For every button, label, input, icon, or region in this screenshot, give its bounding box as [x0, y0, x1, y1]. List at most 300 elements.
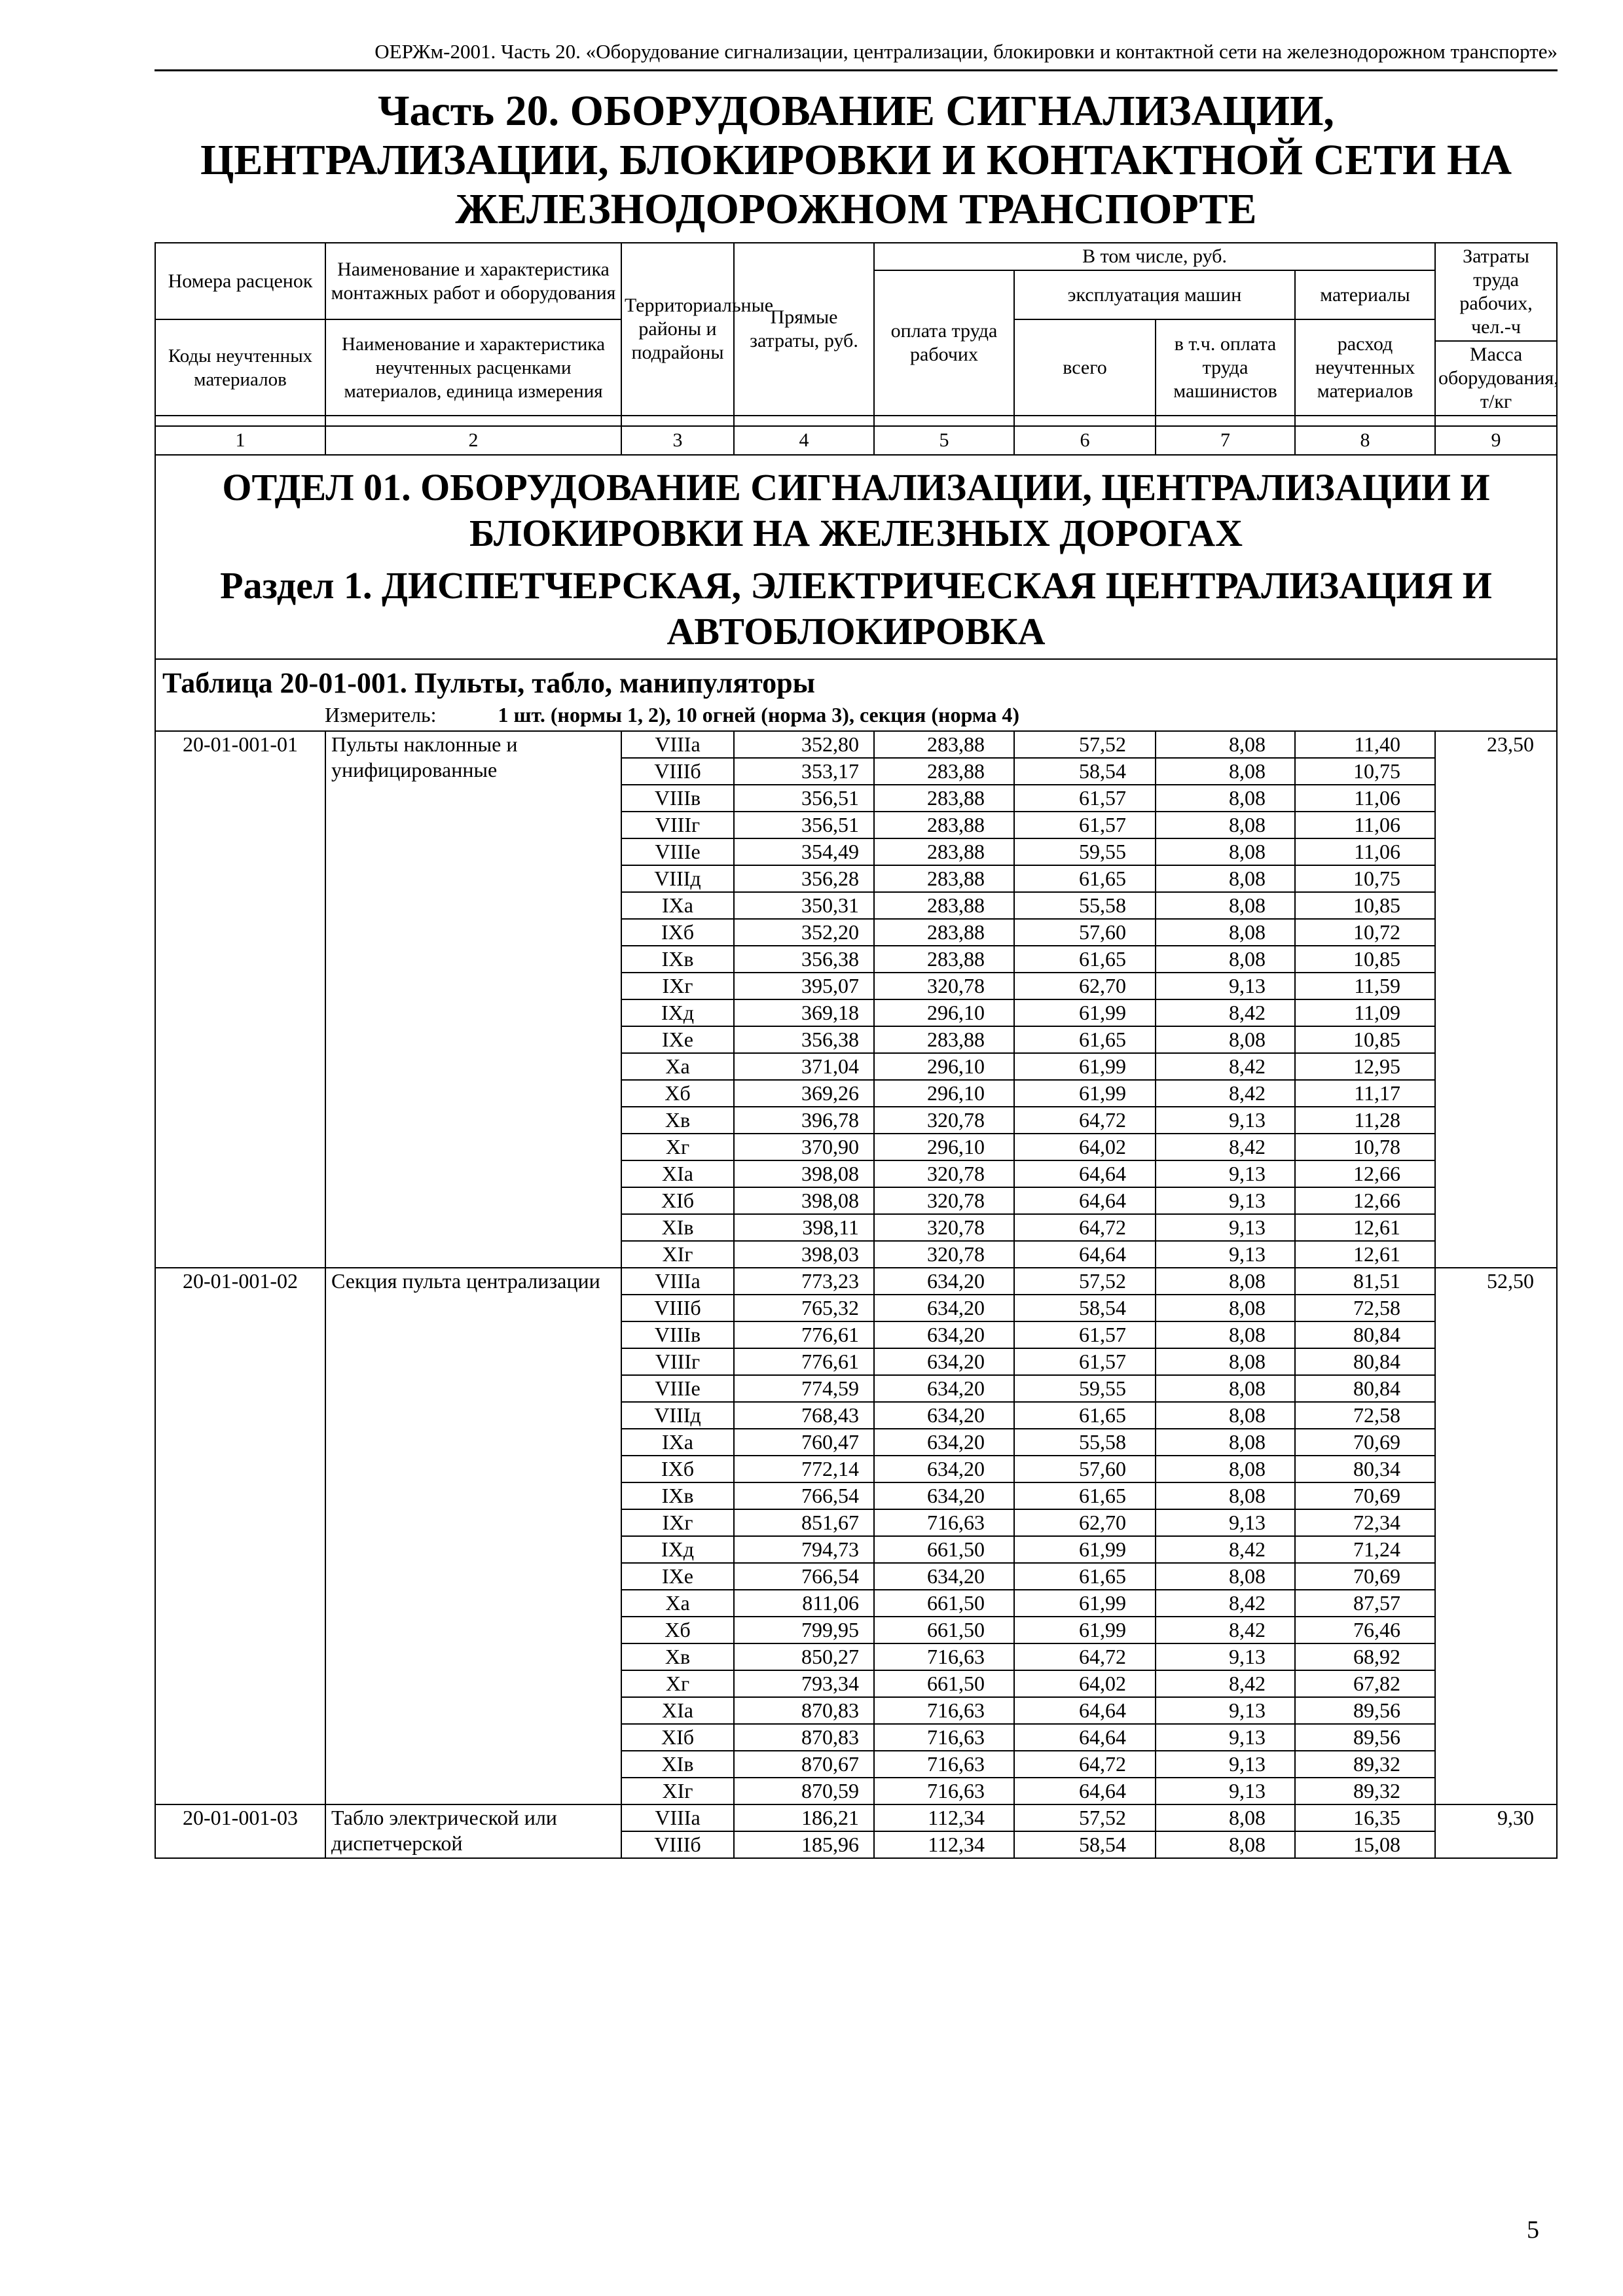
direct-costs-cell: 851,67 — [734, 1509, 874, 1536]
meter-row — [155, 702, 1557, 731]
machinist-pay-cell: 9,13 — [1156, 1697, 1295, 1724]
machines-total-cell: 64,64 — [1014, 1724, 1156, 1751]
direct-costs-cell: 369,26 — [734, 1080, 874, 1107]
direct-costs-cell: 765,32 — [734, 1295, 874, 1321]
machines-total-cell: 62,70 — [1014, 973, 1156, 999]
territory-cell: XIб — [621, 1724, 734, 1751]
machines-total-cell: 59,55 — [1014, 838, 1156, 865]
machinist-pay-cell: 8,08 — [1156, 838, 1295, 865]
machinist-pay-cell: 8,42 — [1156, 1536, 1295, 1563]
machinist-pay-cell: 8,08 — [1156, 1375, 1295, 1402]
machines-total-cell: 64,72 — [1014, 1751, 1156, 1778]
worker-pay-cell: 283,88 — [874, 731, 1014, 758]
machines-total-cell: 64,64 — [1014, 1160, 1156, 1187]
materials-cell: 11,09 — [1295, 999, 1435, 1026]
direct-costs-cell: 811,06 — [734, 1590, 874, 1617]
territory-cell: IXб — [621, 1456, 734, 1482]
header-machines: эксплуатация машин — [1014, 270, 1295, 319]
materials-cell: 80,84 — [1295, 1375, 1435, 1402]
direct-costs-cell: 352,20 — [734, 919, 874, 946]
work-name: Табло электрической или диспетчерской — [325, 1804, 621, 1858]
materials-cell: 81,51 — [1295, 1268, 1435, 1295]
worker-pay-cell: 283,88 — [874, 812, 1014, 838]
territory-cell: IXв — [621, 1482, 734, 1509]
column-number: 8 — [1295, 426, 1435, 455]
machinist-pay-cell: 9,13 — [1156, 1751, 1295, 1778]
territory-cell: VIIIд — [621, 1402, 734, 1429]
territory-cell: IXе — [621, 1563, 734, 1590]
machinist-pay-cell: 9,13 — [1156, 1509, 1295, 1536]
direct-costs-cell: 356,38 — [734, 1026, 874, 1053]
header-materials: материалы — [1295, 270, 1435, 319]
materials-cell: 11,40 — [1295, 731, 1435, 758]
machinist-pay-cell: 8,42 — [1156, 999, 1295, 1026]
materials-cell: 16,35 — [1295, 1804, 1435, 1831]
worker-pay-cell: 283,88 — [874, 785, 1014, 812]
worker-pay-cell: 634,20 — [874, 1348, 1014, 1375]
direct-costs-cell: 766,54 — [734, 1563, 874, 1590]
territory-cell: IXг — [621, 973, 734, 999]
column-number: 5 — [874, 426, 1014, 455]
machines-total-cell: 58,54 — [1014, 758, 1156, 785]
worker-pay-cell: 634,20 — [874, 1456, 1014, 1482]
materials-cell: 89,56 — [1295, 1724, 1435, 1751]
header-unaccounted-materials: расход неучтенных материалов — [1295, 319, 1435, 416]
materials-cell: 15,08 — [1295, 1831, 1435, 1858]
direct-costs-cell: 772,14 — [734, 1456, 874, 1482]
materials-cell: 10,78 — [1295, 1134, 1435, 1160]
machines-total-cell: 57,60 — [1014, 1456, 1156, 1482]
machinist-pay-cell: 8,08 — [1156, 785, 1295, 812]
worker-pay-cell: 634,20 — [874, 1295, 1014, 1321]
machinist-pay-cell: 8,42 — [1156, 1617, 1295, 1643]
territory-cell: VIIIе — [621, 838, 734, 865]
territory-cell: Xа — [621, 1053, 734, 1080]
machines-total-cell: 57,52 — [1014, 731, 1156, 758]
header-including: В том числе, руб. — [874, 243, 1435, 270]
materials-cell: 10,85 — [1295, 1026, 1435, 1053]
materials-cell: 11,06 — [1295, 838, 1435, 865]
machinist-pay-cell: 8,08 — [1156, 1831, 1295, 1858]
materials-cell: 80,84 — [1295, 1321, 1435, 1348]
direct-costs-cell: 398,08 — [734, 1187, 874, 1214]
materials-cell: 89,32 — [1295, 1778, 1435, 1804]
machinist-pay-cell: 9,13 — [1156, 1643, 1295, 1670]
materials-cell: 70,69 — [1295, 1563, 1435, 1590]
materials-cell: 11,28 — [1295, 1107, 1435, 1134]
machines-total-cell: 61,65 — [1014, 1563, 1156, 1590]
machinist-pay-cell: 8,08 — [1156, 1348, 1295, 1375]
column-numbers-row — [155, 426, 1557, 455]
territory-cell: VIIIв — [621, 1321, 734, 1348]
territory-cell: VIIIа — [621, 1804, 734, 1831]
machinist-pay-cell: 8,08 — [1156, 919, 1295, 946]
table-row — [155, 731, 1557, 758]
materials-cell: 11,17 — [1295, 1080, 1435, 1107]
direct-costs-cell: 350,31 — [734, 892, 874, 919]
header-work-name: Наименование и характеристика монтажных работ и оборудования — [325, 243, 621, 319]
direct-costs-cell: 352,80 — [734, 731, 874, 758]
machines-total-cell: 64,72 — [1014, 1214, 1156, 1241]
direct-costs-cell: 774,59 — [734, 1375, 874, 1402]
machinist-pay-cell: 8,08 — [1156, 1295, 1295, 1321]
territory-cell: Xг — [621, 1134, 734, 1160]
direct-costs-cell: 793,34 — [734, 1670, 874, 1697]
territory-cell: VIIIд — [621, 865, 734, 892]
machines-total-cell: 55,58 — [1014, 892, 1156, 919]
machines-total-cell: 61,99 — [1014, 1617, 1156, 1643]
materials-cell: 70,69 — [1295, 1429, 1435, 1456]
header-equipment-mass: Масса оборудования, т/кг — [1435, 341, 1557, 416]
worker-pay-cell: 296,10 — [874, 1134, 1014, 1160]
territory-cell: Xг — [621, 1670, 734, 1697]
territory-cell: VIIIа — [621, 731, 734, 758]
department-title-line: ОТДЕЛ 01. ОБОРУДОВАНИЕ СИГНАЛИЗАЦИИ, ЦЕНТРАЛИЗАЦИИ И — [222, 466, 1490, 509]
work-name: Пульты наклонные и унифицированные — [325, 731, 621, 1268]
worker-pay-cell: 661,50 — [874, 1617, 1014, 1643]
worker-pay-cell: 716,63 — [874, 1751, 1014, 1778]
machines-total-cell: 61,65 — [1014, 1402, 1156, 1429]
territory-cell: VIIIв — [621, 785, 734, 812]
machines-total-cell: 64,64 — [1014, 1187, 1156, 1214]
machinist-pay-cell: 8,08 — [1156, 1402, 1295, 1429]
machinist-pay-cell: 8,42 — [1156, 1134, 1295, 1160]
materials-cell: 72,34 — [1295, 1509, 1435, 1536]
worker-pay-cell: 283,88 — [874, 919, 1014, 946]
territory-cell: Xв — [621, 1643, 734, 1670]
materials-cell: 72,58 — [1295, 1295, 1435, 1321]
labor-costs: 52,50 — [1435, 1268, 1557, 1804]
direct-costs-cell: 799,95 — [734, 1617, 874, 1643]
header-worker-pay: оплата труда рабочих — [874, 270, 1014, 416]
machines-total-cell: 61,99 — [1014, 1590, 1156, 1617]
machinist-pay-cell: 8,08 — [1156, 1804, 1295, 1831]
direct-costs-cell: 870,83 — [734, 1697, 874, 1724]
machinist-pay-cell: 9,13 — [1156, 1187, 1295, 1214]
materials-cell: 11,06 — [1295, 785, 1435, 812]
territory-cell: VIIIб — [621, 758, 734, 785]
table-caption: Таблица 20-01-001. Пульты, табло, манипуляторы — [155, 659, 1557, 702]
worker-pay-cell: 661,50 — [874, 1670, 1014, 1697]
direct-costs-cell: 776,61 — [734, 1321, 874, 1348]
machinist-pay-cell: 9,13 — [1156, 973, 1295, 999]
norm-code: 20-01-001-01 — [155, 731, 325, 1268]
direct-costs-cell: 870,83 — [734, 1724, 874, 1751]
machinist-pay-cell: 8,42 — [1156, 1670, 1295, 1697]
territory-cell: IXд — [621, 999, 734, 1026]
machinist-pay-cell: 9,13 — [1156, 1160, 1295, 1187]
machines-total-cell: 64,02 — [1014, 1670, 1156, 1697]
machinist-pay-cell: 9,13 — [1156, 1107, 1295, 1134]
worker-pay-cell: 661,50 — [874, 1590, 1014, 1617]
machines-total-cell: 64,64 — [1014, 1697, 1156, 1724]
territory-cell: VIIIг — [621, 812, 734, 838]
direct-costs-cell: 356,38 — [734, 946, 874, 973]
direct-costs-cell: 396,78 — [734, 1107, 874, 1134]
machines-total-cell: 57,60 — [1014, 919, 1156, 946]
territory-cell: XIг — [621, 1778, 734, 1804]
machines-total-cell: 61,65 — [1014, 1026, 1156, 1053]
territory-cell: VIIIе — [621, 1375, 734, 1402]
machinist-pay-cell: 9,13 — [1156, 1214, 1295, 1241]
worker-pay-cell: 716,63 — [874, 1509, 1014, 1536]
worker-pay-cell: 283,88 — [874, 758, 1014, 785]
machinist-pay-cell: 8,08 — [1156, 758, 1295, 785]
header-territory: Территориальные районы и подрайоны — [621, 243, 734, 416]
worker-pay-cell: 320,78 — [874, 1241, 1014, 1268]
direct-costs-cell: 398,11 — [734, 1214, 874, 1241]
machines-total-cell: 61,57 — [1014, 812, 1156, 838]
direct-costs-cell: 398,03 — [734, 1241, 874, 1268]
direct-costs-cell: 185,96 — [734, 1831, 874, 1858]
header-material-codes: Коды неучтенных материалов — [155, 319, 325, 416]
machines-total-cell: 61,65 — [1014, 946, 1156, 973]
materials-cell: 89,56 — [1295, 1697, 1435, 1724]
machines-total-cell: 64,64 — [1014, 1778, 1156, 1804]
territory-cell: VIIIг — [621, 1348, 734, 1375]
worker-pay-cell: 634,20 — [874, 1268, 1014, 1295]
machines-total-cell: 59,55 — [1014, 1375, 1156, 1402]
razdel-title-line: Раздел 1. ДИСПЕТЧЕРСКАЯ, ЭЛЕКТРИЧЕСКАЯ ЦЕНТРАЛИЗАЦИЯ И — [220, 564, 1492, 607]
worker-pay-cell: 283,88 — [874, 838, 1014, 865]
direct-costs-cell: 395,07 — [734, 973, 874, 999]
column-number: 3 — [621, 426, 734, 455]
direct-costs-cell: 356,51 — [734, 785, 874, 812]
machinist-pay-cell: 8,42 — [1156, 1590, 1295, 1617]
worker-pay-cell: 283,88 — [874, 946, 1014, 973]
machines-total-cell: 62,70 — [1014, 1509, 1156, 1536]
machinist-pay-cell: 8,08 — [1156, 1268, 1295, 1295]
machines-total-cell: 61,57 — [1014, 1321, 1156, 1348]
machinist-pay-cell: 9,13 — [1156, 1724, 1295, 1751]
machinist-pay-cell: 8,08 — [1156, 1429, 1295, 1456]
materials-cell: 68,92 — [1295, 1643, 1435, 1670]
worker-pay-cell: 716,63 — [874, 1697, 1014, 1724]
machinist-pay-cell: 9,13 — [1156, 1778, 1295, 1804]
territory-cell: XIв — [621, 1751, 734, 1778]
header-machines-total: всего — [1014, 319, 1156, 416]
machinist-pay-cell: 8,08 — [1156, 1321, 1295, 1348]
machinist-pay-cell: 8,08 — [1156, 731, 1295, 758]
column-number: 2 — [325, 426, 621, 455]
page-header: ОЕРЖм-2001. Часть 20. «Оборудование сигнализации, централизации, блокировки и контактной сети на железнодорожном транспорте» — [155, 37, 1558, 71]
materials-cell: 67,82 — [1295, 1670, 1435, 1697]
machines-total-cell: 64,72 — [1014, 1107, 1156, 1134]
header-material-names: Наименование и характеристика неучтенных расценками материалов, единица измерения — [325, 319, 621, 416]
department-title-line: БЛОКИРОВКИ НА ЖЕЛЕЗНЫХ ДОРОГАХ — [469, 512, 1243, 554]
direct-costs-cell: 768,43 — [734, 1402, 874, 1429]
territory-cell: Xа — [621, 1590, 734, 1617]
column-number: 4 — [734, 426, 874, 455]
norm-code: 20-01-001-02 — [155, 1268, 325, 1804]
territory-cell: XIг — [621, 1241, 734, 1268]
header-codes: Номера расценок — [155, 243, 325, 319]
worker-pay-cell: 716,63 — [874, 1778, 1014, 1804]
materials-cell: 10,75 — [1295, 865, 1435, 892]
machines-total-cell: 57,52 — [1014, 1804, 1156, 1831]
territory-cell: IXе — [621, 1026, 734, 1053]
column-number: 6 — [1014, 426, 1156, 455]
direct-costs-cell: 371,04 — [734, 1053, 874, 1080]
worker-pay-cell: 634,20 — [874, 1321, 1014, 1348]
column-number: 7 — [1156, 426, 1295, 455]
materials-cell: 12,66 — [1295, 1187, 1435, 1214]
machinist-pay-cell: 8,08 — [1156, 946, 1295, 973]
machines-total-cell: 64,72 — [1014, 1643, 1156, 1670]
worker-pay-cell: 634,20 — [874, 1429, 1014, 1456]
part-title-line: ЦЕНТРАЛИЗАЦИИ, БЛОКИРОВКИ И КОНТАКТНОЙ СЕТИ НА — [200, 136, 1512, 184]
machinist-pay-cell: 8,42 — [1156, 1053, 1295, 1080]
direct-costs-cell: 354,49 — [734, 838, 874, 865]
materials-cell: 11,06 — [1295, 812, 1435, 838]
machines-total-cell: 64,02 — [1014, 1134, 1156, 1160]
norms-table — [155, 242, 1558, 1859]
materials-cell: 12,95 — [1295, 1053, 1435, 1080]
column-number: 9 — [1435, 426, 1557, 455]
territory-cell: VIIIб — [621, 1295, 734, 1321]
part-title-line: ЖЕЛЕЗНОДОРОЖНОМ ТРАНСПОРТЕ — [455, 185, 1257, 233]
direct-costs-cell: 760,47 — [734, 1429, 874, 1456]
territory-cell: XIв — [621, 1214, 734, 1241]
machinist-pay-cell: 8,08 — [1156, 812, 1295, 838]
machinist-pay-cell: 8,08 — [1156, 1482, 1295, 1509]
machines-total-cell: 61,99 — [1014, 1053, 1156, 1080]
machinist-pay-cell: 8,08 — [1156, 892, 1295, 919]
worker-pay-cell: 283,88 — [874, 892, 1014, 919]
worker-pay-cell: 296,10 — [874, 1080, 1014, 1107]
direct-costs-cell: 186,21 — [734, 1804, 874, 1831]
worker-pay-cell: 634,20 — [874, 1402, 1014, 1429]
worker-pay-cell: 112,34 — [874, 1804, 1014, 1831]
worker-pay-cell: 320,78 — [874, 1160, 1014, 1187]
worker-pay-cell: 320,78 — [874, 1214, 1014, 1241]
worker-pay-cell: 283,88 — [874, 865, 1014, 892]
direct-costs-cell: 356,51 — [734, 812, 874, 838]
worker-pay-cell: 283,88 — [874, 1026, 1014, 1053]
territory-cell: XIб — [621, 1187, 734, 1214]
materials-cell: 76,46 — [1295, 1617, 1435, 1643]
materials-cell: 10,72 — [1295, 919, 1435, 946]
worker-pay-cell: 661,50 — [874, 1536, 1014, 1563]
worker-pay-cell: 296,10 — [874, 1053, 1014, 1080]
direct-costs-cell: 776,61 — [734, 1348, 874, 1375]
column-number: 1 — [155, 426, 325, 455]
work-name: Секция пульта централизации — [325, 1268, 621, 1804]
territory-cell: IXд — [621, 1536, 734, 1563]
territory-cell: IXб — [621, 919, 734, 946]
materials-cell: 10,85 — [1295, 946, 1435, 973]
worker-pay-cell: 296,10 — [874, 999, 1014, 1026]
machinist-pay-cell: 8,08 — [1156, 1563, 1295, 1590]
header-labor: Затраты труда рабочих, чел.-ч — [1435, 243, 1557, 341]
table-row — [155, 1268, 1557, 1295]
machinist-pay-cell: 8,08 — [1156, 1456, 1295, 1482]
razdel-title-line: АВТОБЛОКИРОВКА — [666, 610, 1046, 653]
header-machinist-pay: в т.ч. оплата труда машинистов — [1156, 319, 1295, 416]
part-title — [155, 86, 1558, 234]
direct-costs-cell: 850,27 — [734, 1643, 874, 1670]
meter-label: Измеритель: — [325, 703, 437, 726]
direct-costs-cell: 356,28 — [734, 865, 874, 892]
materials-cell: 72,58 — [1295, 1402, 1435, 1429]
territory-cell: Xб — [621, 1080, 734, 1107]
machines-total-cell: 61,99 — [1014, 1536, 1156, 1563]
part-title-line: Часть 20. ОБОРУДОВАНИЕ СИГНАЛИЗАЦИИ, — [378, 87, 1334, 135]
direct-costs-cell: 766,54 — [734, 1482, 874, 1509]
machines-total-cell: 64,64 — [1014, 1241, 1156, 1268]
norm-code: 20-01-001-03 — [155, 1804, 325, 1858]
materials-cell: 89,32 — [1295, 1751, 1435, 1778]
worker-pay-cell: 634,20 — [874, 1482, 1014, 1509]
territory-cell: Xб — [621, 1617, 734, 1643]
materials-cell: 11,59 — [1295, 973, 1435, 999]
worker-pay-cell: 634,20 — [874, 1375, 1014, 1402]
territory-cell: VIIIа — [621, 1268, 734, 1295]
territory-cell: IXв — [621, 946, 734, 973]
worker-pay-cell: 320,78 — [874, 1187, 1014, 1214]
machines-total-cell: 61,99 — [1014, 999, 1156, 1026]
machines-total-cell: 58,54 — [1014, 1831, 1156, 1858]
materials-cell: 12,61 — [1295, 1214, 1435, 1241]
worker-pay-cell: 716,63 — [874, 1643, 1014, 1670]
machines-total-cell: 61,57 — [1014, 785, 1156, 812]
worker-pay-cell: 634,20 — [874, 1563, 1014, 1590]
direct-costs-cell: 870,59 — [734, 1778, 874, 1804]
materials-cell: 70,69 — [1295, 1482, 1435, 1509]
territory-cell: XIа — [621, 1160, 734, 1187]
materials-cell: 71,24 — [1295, 1536, 1435, 1563]
materials-cell: 10,75 — [1295, 758, 1435, 785]
materials-cell: 80,34 — [1295, 1456, 1435, 1482]
worker-pay-cell: 320,78 — [874, 1107, 1014, 1134]
territory-cell: IXа — [621, 892, 734, 919]
direct-costs-cell: 353,17 — [734, 758, 874, 785]
machinist-pay-cell: 8,08 — [1156, 865, 1295, 892]
page-number: 5 — [1527, 2216, 1539, 2244]
direct-costs-cell: 369,18 — [734, 999, 874, 1026]
worker-pay-cell: 112,34 — [874, 1831, 1014, 1858]
worker-pay-cell: 320,78 — [874, 973, 1014, 999]
worker-pay-cell: 716,63 — [874, 1724, 1014, 1751]
labor-costs: 23,50 — [1435, 731, 1557, 1268]
direct-costs-cell: 794,73 — [734, 1536, 874, 1563]
materials-cell: 87,57 — [1295, 1590, 1435, 1617]
machinist-pay-cell: 8,08 — [1156, 1026, 1295, 1053]
direct-costs-cell: 370,90 — [734, 1134, 874, 1160]
header-direct-costs: Прямые затраты, руб. — [734, 243, 874, 416]
territory-cell: VIIIб — [621, 1831, 734, 1858]
machines-total-cell: 61,65 — [1014, 1482, 1156, 1509]
table-row — [155, 1804, 1557, 1831]
machines-total-cell: 58,54 — [1014, 1295, 1156, 1321]
machinist-pay-cell: 8,42 — [1156, 1080, 1295, 1107]
materials-cell: 10,85 — [1295, 892, 1435, 919]
machines-total-cell: 55,58 — [1014, 1429, 1156, 1456]
labor-costs: 9,30 — [1435, 1804, 1557, 1858]
department-heading — [155, 455, 1557, 659]
materials-cell: 12,66 — [1295, 1160, 1435, 1187]
territory-cell: Xв — [621, 1107, 734, 1134]
territory-cell: IXг — [621, 1509, 734, 1536]
materials-cell: 80,84 — [1295, 1348, 1435, 1375]
territory-cell: IXа — [621, 1429, 734, 1456]
machines-total-cell: 61,57 — [1014, 1348, 1156, 1375]
direct-costs-cell: 870,67 — [734, 1751, 874, 1778]
machines-total-cell: 57,52 — [1014, 1268, 1156, 1295]
territory-cell: XIа — [621, 1697, 734, 1724]
direct-costs-cell: 398,08 — [734, 1160, 874, 1187]
machines-total-cell: 61,65 — [1014, 865, 1156, 892]
